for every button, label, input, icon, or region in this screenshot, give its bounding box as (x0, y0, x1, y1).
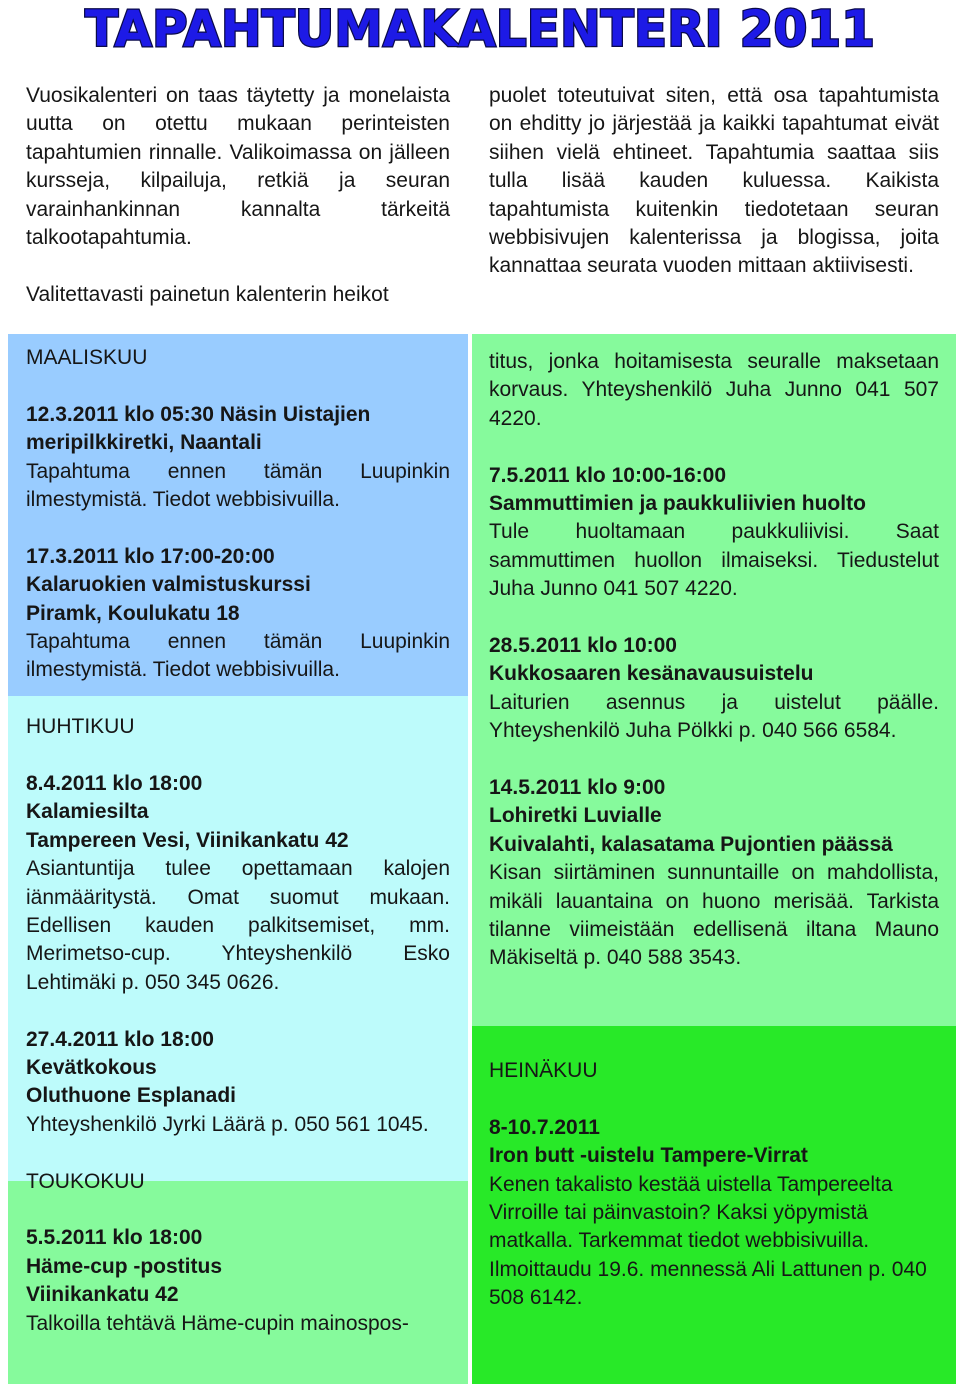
event-description: Asiantuntija tulee opettamaan kalojen iänmääritystä. Omat suomut mukaan. Edellisen kauden palkitsemiset, mm. Merimetso-cup. Yhteyshenkilö Esko Lehtimäki p. 050 345 0626. (26, 857, 450, 994)
event-title: Kevätkokous (26, 1056, 157, 1080)
month-heading-march: MAALISKUU (26, 346, 148, 369)
event-description: Kisan siirtäminen sunnuntaille on mahdollista, mikäli lauantaina on huono merisää. Tarkista tilanne viimeistään edellisenä iltana Mauno Mäkiseltä p. 040 588 3543. (489, 861, 939, 970)
event-description: Yhteyshenkilö Jyrki Läärä p. 050 561 1045. (26, 1112, 429, 1136)
event-description: Tapahtuma ennen tämän Luupinkin ilmestymistä. Tiedot webbisivuilla. (26, 630, 450, 682)
page-title (0, 0, 960, 60)
month-heading-july: HEINÄKUU (489, 1059, 598, 1082)
event-date: 17.3.2011 klo 17:00-20:00 (26, 544, 275, 568)
intro-left-column (26, 82, 450, 309)
month-heading-may: TOUKOKUU (26, 1169, 145, 1193)
event-hame-cup-postitus (26, 1224, 450, 1338)
event-title: Häme-cup -postitus (26, 1254, 223, 1278)
event-date: 27.4.2011 klo 18:00 (26, 1027, 214, 1051)
event-description: Kenen takalisto kestää uistella Tampereelta Virroille tai päinvastoin? Kaksi yöpymistä matkalla. Tarkemmat tiedot webbisivuilla. Ilmoittaudu 19.6. mennessä Ali Lattunen p. 040 508 6142. (489, 1172, 927, 1310)
event-location: Tampereen Vesi, Viinikankatu 42 (26, 828, 349, 852)
event-date: 8.4.2011 klo 18:00 (26, 772, 203, 796)
events-left-column (26, 344, 450, 1338)
event-date: 28.5.2011 klo 10:00 (489, 634, 677, 658)
intro-paragraph-2: Valitettavasti painetun kalenterin heikot (26, 282, 389, 306)
event-date: 14.5.2011 klo 9:00 (489, 776, 666, 800)
event-description: Talkoilla tehtävä Häme-cupin mainospos- (26, 1311, 409, 1335)
event-kevatkokous (26, 1026, 450, 1140)
event-title: Lohiretki Luvialle (489, 804, 662, 828)
event-description-continued: titus, jonka hoitamisesta seuralle maksetaan korvaus. Yhteyshenkilö Juha Junno 041 507 4220. (489, 350, 939, 430)
intro-paragraph-1: Vuosikalenteri on taas täytetty ja monelaista uutta on otettu mukaan perinteisten tapahtumien rinnalle. Valikoimassa on jälleen kursseja, kilpailuja, retkiä ja seuran varainhankinnan kannalta tärkeitä talkootapahtumia. (26, 84, 450, 250)
event-iron-butt (489, 1114, 939, 1313)
event-kesanavausuistelu (489, 632, 939, 746)
event-kalaruokakurssi (26, 543, 450, 685)
event-description: Laiturien asennus ja uistelut päälle. Yhteyshenkilö Juha Pölkki p. 040 566 6584. (489, 690, 939, 743)
intro-right-column (489, 82, 939, 281)
event-title: Sammuttimien ja paukkuliivien huolto (489, 492, 866, 516)
events-right-column (489, 348, 939, 973)
event-kalamiesilta (26, 770, 450, 997)
event-title: Kalamiesilta (26, 800, 149, 824)
event-meripilkkiretki (26, 401, 450, 515)
event-location: Piramk, Koulukatu 18 (26, 601, 240, 625)
event-date: 7.5.2011 klo 10:00-16:00 (489, 463, 727, 487)
event-date: 5.5.2011 klo 18:00 (26, 1226, 203, 1250)
event-location: Oluthuone Esplanadi (26, 1084, 237, 1108)
event-location: Kuivalahti, kalasatama Pujontien päässä (489, 832, 893, 856)
event-description: Tapahtuma ennen tämän Luupinkin ilmestymistä. Tiedot webbisivuilla. (26, 459, 450, 512)
month-heading-april: HUHTIKUU (26, 715, 135, 739)
events-july-column (489, 1057, 939, 1313)
event-title: 12.3.2011 klo 05:30 Näsin Uistajien meripilkkiretki, Naantali (26, 402, 371, 455)
event-title: Kalaruokien valmistuskurssi (26, 573, 311, 597)
event-date: 8-10.7.2011 (489, 1115, 600, 1139)
event-title: Kukkosaaren kesänavausuistelu (489, 662, 814, 686)
event-description: Tule huoltamaan paukkuliivisi. Saat sammuttimen huollon ilmaiseksi. Tiedustelut Juha Junno 041 507 4220. (489, 520, 939, 601)
event-sammutinhuolto (489, 462, 939, 604)
title-text: TAPAHTUMAKALENTERI 2011 (85, 0, 875, 58)
event-title: Iron butt -uistelu Tampere-Virrat (489, 1144, 808, 1168)
intro-paragraph-3: puolet toteutuivat siten, että osa tapahtumista on ehditty jo järjestää ja kaikki tapahtumat eivät siihen vielä ehtineet. Tapahtumia saattaa siis tulla lisää kauden kuluessa. Kaikista tapahtumista kuitenkin tiedotetaan seuran webbisivujen kalenterissa ja blogissa, joita kannattaa seurata vuoden mittaan aktiivisesti. (489, 84, 939, 278)
event-location: Viinikankatu 42 (26, 1283, 179, 1307)
event-lohiretki (489, 774, 939, 973)
